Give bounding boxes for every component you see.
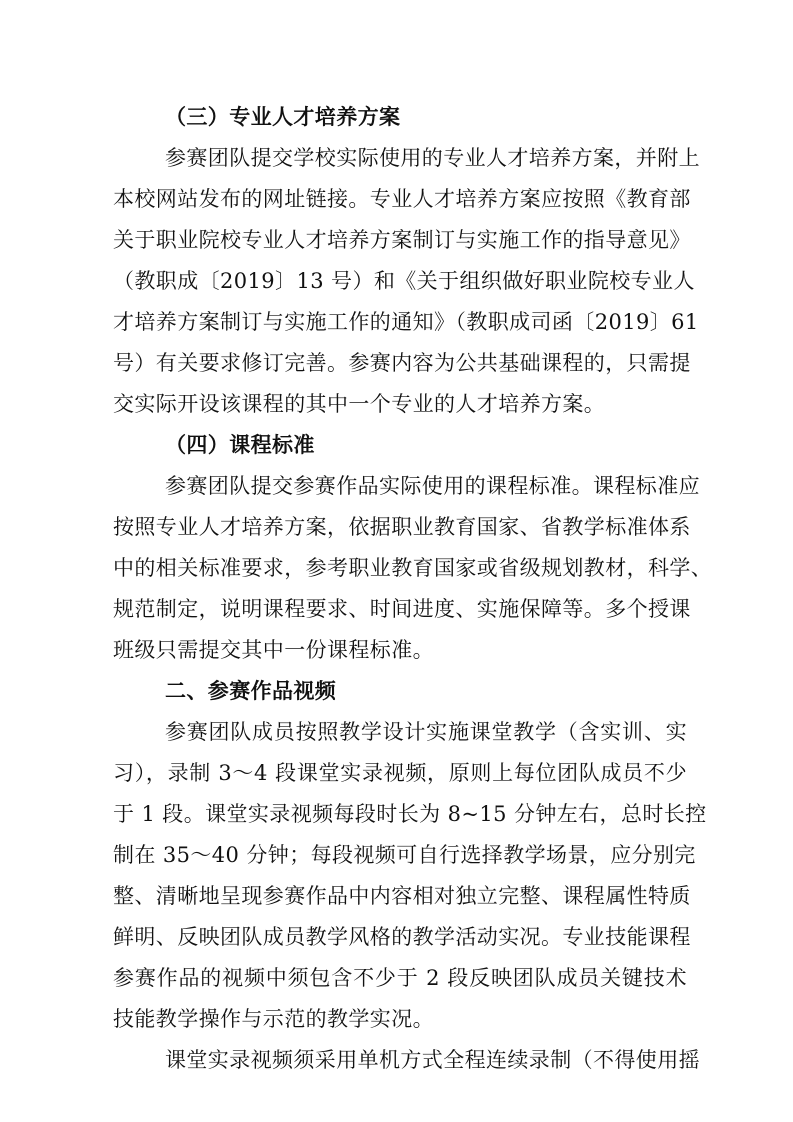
paragraph-line: 关于职业院校专业人才培养方案制订与实施工作的指导意见》 bbox=[113, 228, 691, 252]
paragraph-line: 本校网站发布的网址链接。专业人才培养方案应按照《教育部 bbox=[113, 187, 691, 211]
paragraph-line: 鲜明、反映团队成员教学风格的教学活动实况。专业技能课程 bbox=[113, 925, 691, 949]
paragraph-line: （教职成〔2019〕13 号）和《关于组织做好职业院校专业人 bbox=[113, 269, 695, 293]
paragraph-line: 参赛团队提交学校实际使用的专业人才培养方案，并附上 bbox=[165, 146, 700, 170]
paragraph-line: 于 1 段。课堂实录视频每段时长为 8~15 分钟左右，总时长控 bbox=[113, 802, 707, 826]
paragraph-line: 技能教学操作与示范的教学实况。 bbox=[113, 1007, 434, 1031]
paragraph-line: 按照专业人才培养方案，依据职业教育国家、省教学标准体系 bbox=[113, 515, 691, 539]
section-heading-video: 二、参赛作品视频 bbox=[165, 678, 337, 703]
paragraph-line: 制在 35～40 分钟；每段视频可自行选择教学场景，应分别完 bbox=[113, 843, 696, 867]
paragraph-line: 参赛作品的视频中须包含不少于 2 段反映团队成员关键技术 bbox=[113, 966, 687, 990]
paragraph-line: 班级只需提交其中一份课程标准。 bbox=[113, 638, 434, 662]
paragraph-line: 规范制定，说明课程要求、时间进度、实施保障等。多个授课 bbox=[113, 597, 691, 621]
paragraph-line: 参赛团队成员按照教学设计实施课堂教学（含实训、实 bbox=[165, 720, 687, 744]
paragraph-line: 习），录制 3～4 段课堂实录视频，原则上每位团队成员不少 bbox=[113, 761, 687, 785]
paragraph-line: 中的相关标准要求，参考职业教育国家或省级规划教材，科学、 bbox=[113, 556, 713, 580]
paragraph-line: 才培养方案制订与实施工作的通知》（教职成司函〔2019〕61 bbox=[113, 310, 699, 334]
paragraph-line: 课堂实录视频须采用单机方式全程连续录制（不得使用摇 bbox=[165, 1048, 700, 1072]
paragraph-line: 参赛团队提交参赛作品实际使用的课程标准。课程标准应 bbox=[165, 474, 700, 498]
section-heading-course-standard: （四）课程标准 bbox=[165, 432, 315, 457]
section-heading-talent-plan: （三）专业人才培养方案 bbox=[165, 104, 401, 129]
paragraph-line: 交实际开设该课程的其中一个专业的人才培养方案。 bbox=[113, 392, 606, 416]
paragraph-line: 号）有关要求修订完善。参赛内容为公共基础课程的，只需提 bbox=[113, 351, 691, 375]
paragraph-line: 整、清晰地呈现参赛作品中内容相对独立完整、课程属性特质 bbox=[113, 884, 691, 908]
